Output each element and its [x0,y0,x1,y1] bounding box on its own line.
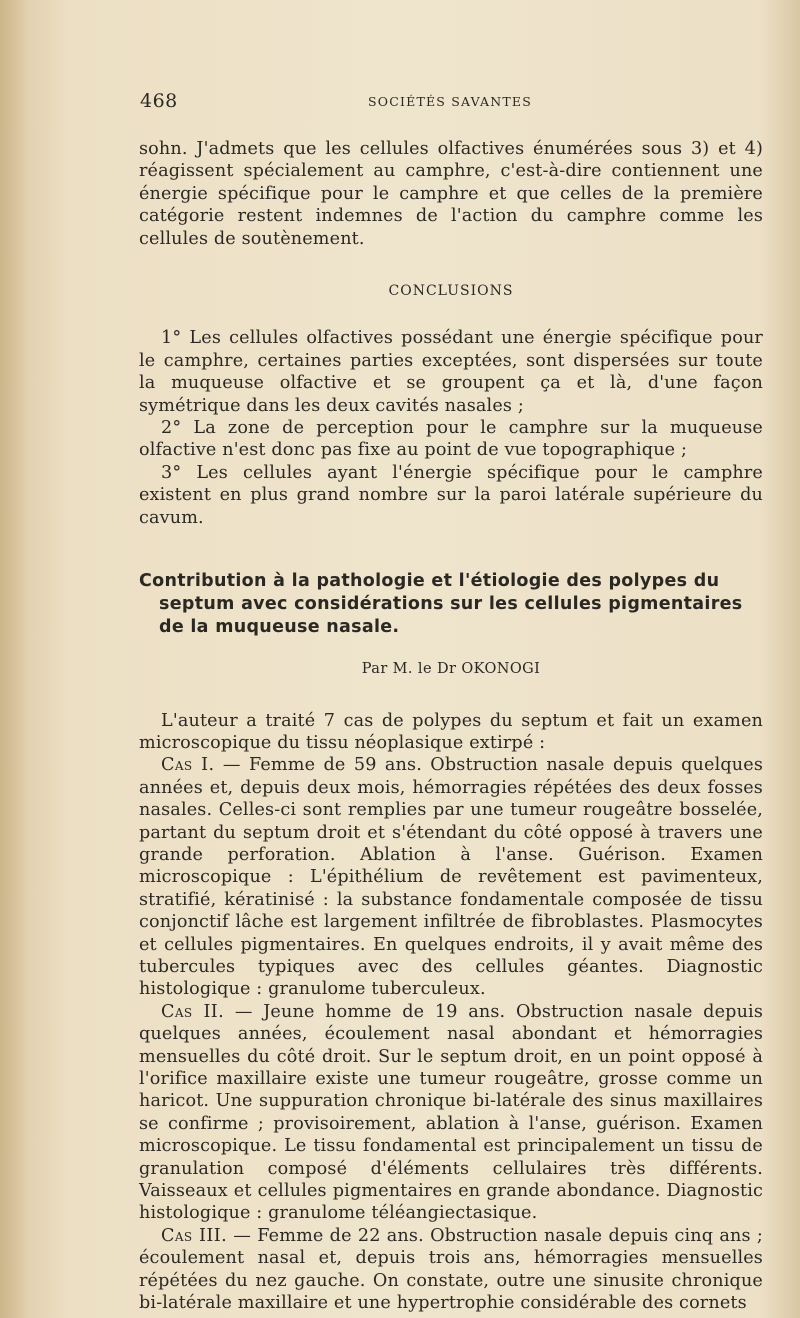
running-head: SOCIÉTÉS SAVANTES [368,94,532,109]
case-text: — Femme de 59 ans. Obstruction nasale depuis quelques années et, depuis deux mois, hémorragies répétées des deux fosses nasales. Celles-ci sont remplies par une tumeur rougeâtre bosselée, partant du septum droit et s'étendant du côté opposé à travers une grande perforation. Ablation à l'anse. Guérison. Examen microscopique : L'épithélium de revêtement est pavimenteux, stratifié, kératinisé : la substance fondamentale composée de tissu conjonctif lâche est largement infiltrée de fibroblastes. Plasmocytes et cellules pigmentaires. En quelques endroits, il y avait même des tubercules typiques avec des cellules géantes. Diagnostic histologique : granulome tuberculeux. [139,755,764,1000]
case-paragraph-1 [139,754,763,1000]
page-body [139,138,763,1314]
article-title: Contribution à la pathologie et l'étiologie des polypes du septum avec considérations sur les cellules pigmentaires de la muqueuse nasale. [139,571,743,638]
article-intro: L'auteur a traité 7 cas de polypes du septum et fait un examen microscopique du tissu néoplasique extirpé : [139,710,763,753]
intro-paragraph: sohn. J'admets que les cellules olfactives énumérées sous 3) et 4) réagissent spécialement au camphre, c'est-à-dire contiennent une énergie spécifique pour le camphre et que celles de la première catégorie restent indemnes de l'action du camphre comme les cellules de soutènement. [139,139,763,249]
page-shadow [0,0,28,1318]
conclusions-heading: CONCLUSIONS [388,283,514,300]
case-text: — Jeune homme de 19 ans. Obstruction nasale depuis quelques années, écoulement nasal abondant et hémorragies mensuelles du côté droit. Sur le septum droit, en un point opposé à l'orifice maxillaire existe une tumeur rougeâtre, grosse comme un haricot. Une suppuration chronique bi-latérale des sinus maxillaires se confirme ; provisoirement, ablation à l'anse, guérison. Examen microscopique. Le tissu fondamental est principalement un tissu de granulation composé d'éléments cellulaires très différents. Vaisseaux et cellules pigmentaires en grande abondance. Diagnostic histologique : granulome téléangiectasique. [139,1001,764,1224]
case-paragraph-2 [139,1001,763,1225]
conclusion-item-1: 1° Les cellules olfactives possédant une énergie spécifique pour le camphre, certaines parties exceptées, sont dispersées sur toute la muqueuse olfactive et se groupent ça et là, d'une façon symétrique dans les deux cavités nasales ; [139,328,763,416]
conclusion-item-3: 3° Les cellules ayant l'énergie spécifique pour le camphre existent en plus grand nombre sur la paroi latérale supérieure du cavum. [139,462,763,528]
page-header [140,90,760,130]
page-number: 468 [140,90,178,112]
article-author: Par M. le Dr OKONOGI [361,661,541,678]
case-label: Cas III. [161,1225,228,1246]
case-text: — Femme de 22 ans. Obstruction nasale depuis cinq ans ; écoulement nasal et, depuis trois ans, hémorragies mensuelles répétées du nez gauche. On constate, outre une sinusite chronique bi-latérale maxillaire et une hypertrophie considérable des cornets [139,1225,763,1314]
case-paragraph-3 [139,1225,763,1315]
case-label: Cas II. [161,1001,225,1022]
conclusion-item-2: 2° La zone de perception pour le camphre sur la muqueuse olfactive n'est donc pas fixe au point de vue topographique ; [139,418,763,461]
case-label: Cas I. [161,755,215,776]
